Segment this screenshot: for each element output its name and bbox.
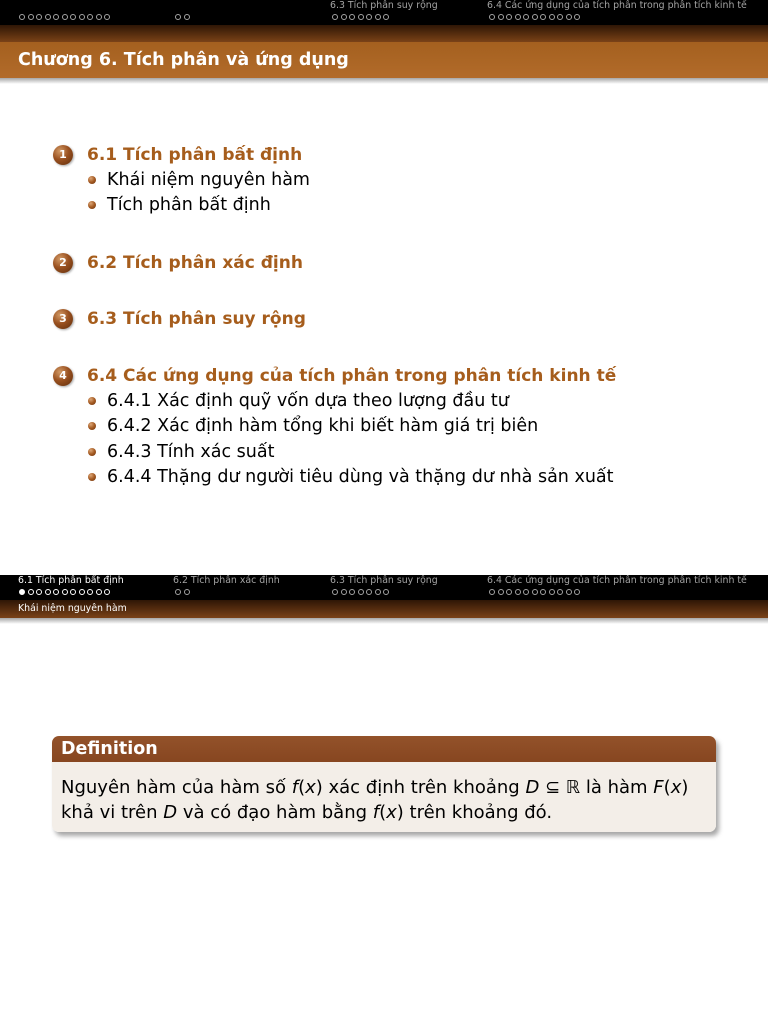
- nav-frame-dot[interactable]: [549, 589, 555, 595]
- nav-frame-dot[interactable]: [540, 589, 546, 595]
- nav-frame-dots: [489, 589, 583, 595]
- nav-frame-dot[interactable]: [532, 589, 538, 595]
- nav-frame-dots: [332, 589, 392, 595]
- nav-frame-dots: [19, 14, 113, 20]
- subsection-band: [0, 600, 768, 618]
- nav-frame-dot[interactable]: [532, 14, 538, 20]
- nav-frame-dot[interactable]: [36, 14, 42, 20]
- toc-section-link[interactable]: [53, 307, 306, 332]
- nav-frame-dot[interactable]: [28, 589, 34, 595]
- nav-frame-dot[interactable]: [79, 14, 85, 20]
- definition-text: ) trên khoảng đó.: [396, 801, 553, 823]
- math-variable: x: [386, 801, 397, 823]
- nav-section-title[interactable]: 6.1 Tích phân bất định: [18, 575, 124, 586]
- toc-section-link[interactable]: [53, 143, 310, 168]
- nav-frame-dot[interactable]: [498, 14, 504, 20]
- toc-subsection-title[interactable]: 6.4.4 Thặng dư người tiêu dùng và thặng dư nhà sản xuất: [107, 467, 614, 488]
- definition-title: Definition: [52, 736, 716, 762]
- nav-section-title[interactable]: 6.3 Tích phân suy rộng: [330, 0, 438, 11]
- frame-title: Chương 6. Tích phân và ứng dụng: [18, 50, 349, 70]
- nav-frame-dot[interactable]: [489, 14, 495, 20]
- math-variable: x: [670, 776, 682, 798]
- definition-text: ) xác định trên khoảng: [315, 776, 526, 798]
- toc-section-title[interactable]: 6.3 Tích phân suy rộng: [87, 309, 306, 329]
- nav-frame-dot[interactable]: [28, 14, 34, 20]
- nav-frame-dot[interactable]: [349, 589, 355, 595]
- nav-frame-dot[interactable]: [358, 14, 364, 20]
- nav-frame-dot[interactable]: [332, 589, 338, 595]
- subsection-band: [0, 25, 768, 42]
- definition-text: ⊆ ℝ là hàm: [539, 776, 654, 798]
- nav-frame-dot[interactable]: [383, 14, 389, 20]
- bullet-icon: [88, 176, 96, 184]
- bullet-icon: [88, 201, 96, 209]
- toc-section-title[interactable]: 6.2 Tích phân xác định: [87, 253, 303, 273]
- math-variable: D: [163, 801, 178, 823]
- nav-frame-dot[interactable]: [87, 589, 93, 595]
- nav-frame-dot[interactable]: [375, 14, 381, 20]
- nav-frame-dot[interactable]: [366, 14, 372, 20]
- definition-block: [52, 736, 716, 832]
- nav-frame-dot[interactable]: [45, 14, 51, 20]
- toc-section-link[interactable]: [53, 251, 303, 276]
- definition-text: khả vi trên: [61, 801, 164, 823]
- toc-subsection-title[interactable]: 6.4.3 Tính xác suất: [107, 441, 275, 462]
- section-number-ball: 3: [53, 309, 73, 329]
- toc-subsection-link[interactable]: [53, 389, 616, 414]
- nav-frame-dot[interactable]: [19, 589, 25, 595]
- math-variable: D: [525, 776, 540, 798]
- nav-frame-dot[interactable]: [36, 589, 42, 595]
- nav-frame-dots: [175, 589, 192, 595]
- nav-frame-dot[interactable]: [53, 589, 59, 595]
- nav-section-title[interactable]: 6.3 Tích phân suy rộng: [330, 575, 438, 586]
- nav-frame-dot[interactable]: [523, 14, 529, 20]
- nav-frame-dot[interactable]: [184, 589, 190, 595]
- frame-title-shadow: [0, 78, 768, 84]
- definition-text: Nguyên hàm của hàm số: [61, 776, 292, 798]
- nav-frame-dot[interactable]: [506, 14, 512, 20]
- headline-navigation-bar: [0, 0, 768, 25]
- toc-section-4: [53, 364, 616, 490]
- nav-frame-dots: [175, 14, 192, 20]
- definition-body: [52, 762, 716, 832]
- nav-frame-dots: [19, 589, 113, 595]
- toc-subsection-title[interactable]: 6.4.1 Xác định quỹ vốn dựa theo lượng đầu tư: [107, 391, 509, 412]
- definition-text: ): [681, 776, 689, 798]
- toc-subsection-link[interactable]: [53, 464, 616, 489]
- nav-frame-dot[interactable]: [70, 589, 76, 595]
- nav-section-title[interactable]: 6.4 Các ứng dụng của tích phân trong phân tích kinh tế: [487, 0, 747, 11]
- slide-definition: [0, 575, 768, 1024]
- definition-text: (: [379, 801, 387, 823]
- subsection-title[interactable]: Khái niệm nguyên hàm: [18, 603, 127, 614]
- subsection-band-shadow: [0, 618, 768, 624]
- nav-frame-dot[interactable]: [489, 589, 495, 595]
- nav-frame-dot[interactable]: [62, 14, 68, 20]
- nav-section-title[interactable]: 6.2 Tích phân xác định: [173, 575, 280, 586]
- nav-frame-dot[interactable]: [87, 14, 93, 20]
- section-number-ball: 1: [53, 145, 73, 165]
- bullet-icon: [88, 473, 96, 481]
- toc-section-3: [53, 307, 306, 332]
- nav-frame-dot[interactable]: [574, 14, 580, 20]
- toc-subsection-link[interactable]: [53, 414, 616, 439]
- definition-text: (: [298, 776, 306, 798]
- nav-frame-dot[interactable]: [375, 589, 381, 595]
- nav-frame-dot[interactable]: [104, 14, 110, 20]
- nav-frame-dot[interactable]: [383, 589, 389, 595]
- nav-frame-dot[interactable]: [566, 14, 572, 20]
- nav-frame-dot[interactable]: [96, 14, 102, 20]
- nav-frame-dot[interactable]: [184, 14, 190, 20]
- nav-frame-dot[interactable]: [19, 14, 25, 20]
- section-number-ball: 2: [53, 253, 73, 273]
- nav-frame-dot[interactable]: [349, 14, 355, 20]
- toc-section-title[interactable]: 6.4 Các ứng dụng của tích phân trong phân tích kinh tế: [87, 366, 617, 386]
- nav-frame-dot[interactable]: [498, 589, 504, 595]
- bullet-icon: [88, 397, 96, 405]
- nav-frame-dot[interactable]: [523, 589, 529, 595]
- nav-frame-dot[interactable]: [53, 14, 59, 20]
- nav-frame-dot[interactable]: [515, 14, 521, 20]
- section-number-ball: 4: [53, 366, 73, 386]
- nav-frame-dot[interactable]: [175, 14, 181, 20]
- nav-frame-dot[interactable]: [515, 589, 521, 595]
- nav-frame-dot[interactable]: [540, 14, 546, 20]
- nav-frame-dots: [332, 14, 392, 20]
- toc-section-link[interactable]: [53, 364, 616, 389]
- nav-frame-dots: [489, 14, 583, 20]
- toc-section-title[interactable]: 6.1 Tích phân bất định: [87, 145, 303, 165]
- nav-frame-dot[interactable]: [62, 589, 68, 595]
- frame-title-bar: [0, 42, 768, 78]
- math-variable: f: [291, 776, 299, 798]
- nav-frame-dot[interactable]: [549, 14, 555, 20]
- nav-frame-dot[interactable]: [506, 589, 512, 595]
- nav-frame-dot[interactable]: [332, 14, 338, 20]
- nav-frame-dot[interactable]: [557, 14, 563, 20]
- toc-subsection-title[interactable]: Khái niệm nguyên hàm: [107, 170, 310, 191]
- definition-line: [61, 800, 707, 825]
- nav-frame-dot[interactable]: [70, 14, 76, 20]
- bullet-icon: [88, 448, 96, 456]
- nav-frame-dot[interactable]: [96, 589, 102, 595]
- toc-subsection-title[interactable]: 6.4.2 Xác định hàm tổng khi biết hàm giá trị biên: [107, 416, 539, 437]
- bullet-icon: [88, 422, 96, 430]
- definition-text: (: [663, 776, 671, 798]
- math-variable: f: [372, 801, 380, 823]
- nav-frame-dot[interactable]: [358, 589, 364, 595]
- nav-frame-dot[interactable]: [341, 589, 347, 595]
- nav-frame-dot[interactable]: [79, 589, 85, 595]
- nav-frame-dot[interactable]: [366, 589, 372, 595]
- nav-frame-dot[interactable]: [566, 589, 572, 595]
- definition-line: [61, 775, 707, 800]
- nav-frame-dot[interactable]: [45, 589, 51, 595]
- math-variable: F: [653, 776, 664, 798]
- nav-frame-dot[interactable]: [557, 589, 563, 595]
- math-variable: x: [305, 776, 316, 798]
- nav-frame-dot[interactable]: [341, 14, 347, 20]
- toc-subsection-link[interactable]: [53, 439, 616, 464]
- nav-frame-dot[interactable]: [574, 589, 580, 595]
- headline-navigation-bar: [0, 575, 768, 600]
- nav-section-title[interactable]: 6.4 Các ứng dụng của tích phân trong phân tích kinh tế: [487, 575, 747, 586]
- nav-frame-dot[interactable]: [175, 589, 181, 595]
- definition-text: và có đạo hàm bằng: [177, 801, 373, 823]
- toc-section-2: [53, 251, 303, 276]
- nav-frame-dot[interactable]: [104, 589, 110, 595]
- toc-subsection-title[interactable]: Tích phân bất định: [107, 195, 271, 216]
- toc-section-1: [53, 143, 310, 219]
- toc-subsection-link[interactable]: [53, 168, 310, 193]
- toc-subsection-link[interactable]: [53, 193, 310, 218]
